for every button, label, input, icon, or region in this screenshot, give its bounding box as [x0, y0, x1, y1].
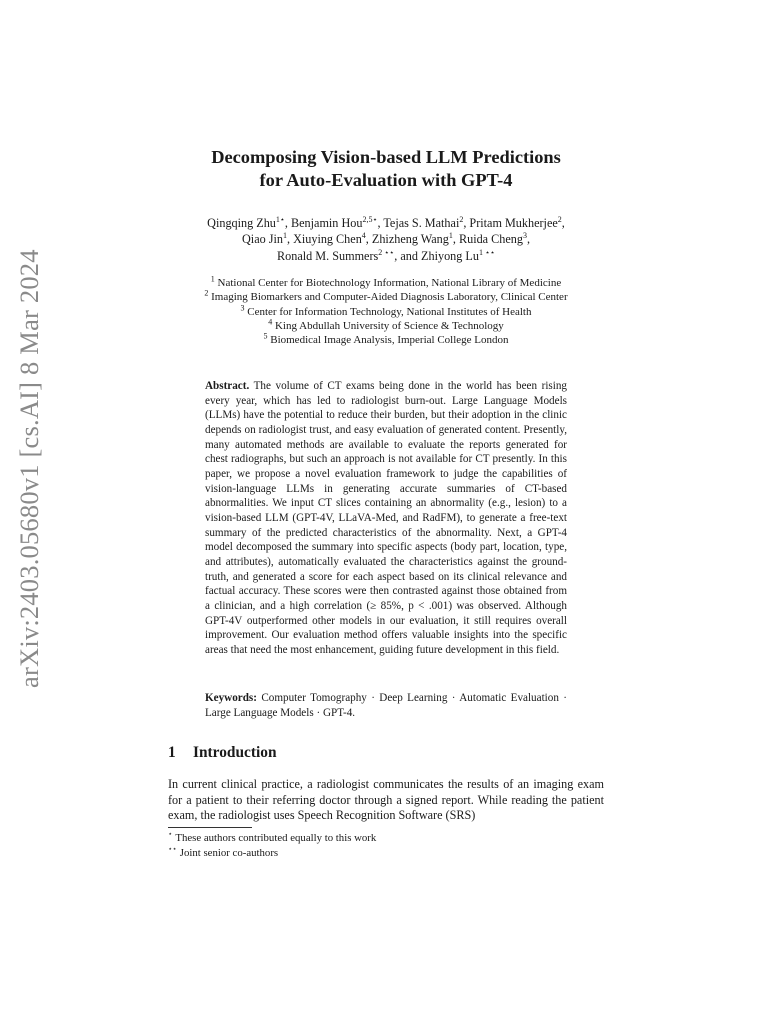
keywords-text: Computer Tomography · Deep Learning · Automatic Evaluation · Large Language Models · GPT-4.: [205, 692, 567, 719]
author-affiliation-mark: 1: [282, 231, 287, 241]
affiliation-mark: 5: [263, 331, 268, 341]
author-name: Ronald M. Summers: [277, 248, 379, 263]
author-name: Qiao Jin: [242, 232, 283, 247]
paper-title: [130, 146, 642, 192]
footnote-item: [168, 831, 604, 846]
footnote-list: [168, 831, 604, 860]
keywords-label: Keywords:: [205, 692, 257, 704]
affiliation-text: Biomedical Image Analysis, Imperial College London: [270, 334, 509, 347]
author-affiliation-mark: 2: [557, 214, 562, 224]
author-name: Ruida Cheng: [458, 232, 523, 247]
author-list: Qingqing Zhu$^{1⋆}$, Benjamin Hou$^{2,5⋆}$, Tejas S. Mathai$^2$, Pritam Mukherjee$^2$, Qiao Jin$^1$, Xiuying Chen$^4$, Zhizheng Wang$^1$, Ruida Cheng$^3$, Ronald M. Summers$^{2 ⋆⋆}$, and Zhiyong $Lu^{1 ⋆⋆}$: [207, 214, 565, 263]
introduction-paragraph: In current clinical practice, a radiologist communicates the results of an imaging exam for a patient to their referring doctor through a signed report. While reading the patient exam, the radiologist uses Speech Recognition Software (SRS): [168, 777, 604, 823]
affiliation-mark: 3: [240, 302, 245, 312]
author-affiliation-mark: 2: [459, 214, 464, 224]
footnote-text: Joint senior co-authors: [179, 846, 279, 859]
abstract-text: The volume of CT exams being done in the world has been rising every year, which has led to radiologist burn-out. Large Language Models (LLMs) have the potential to reduce their burden, but their adoption in the clinic depends on radiologist trust, and easy evaluation of generated content. Presently, many automated methods are available to evaluate the reports generated for chest radiographs, but such an approach is not available for CT presently. In this paper, we propose a novel evaluation framework to judge the capabilities of vision-language LLMs in generating accurate summaries of CT-based abnormalities. We input CT slices containing an abnormality (e.g., lesion) to a vision-based LLM (GPT-4V, LLaVA-Med, and RadFM), to generate a free-text summary of the predicted characteristics of the abnormality. Next, a GPT-4 model decomposed the summary into specific aspects (body part, location, type, and attributes), automatically evaluated the characteristics against the ground-truth, and generated a score for each aspect based on its clinical relevance and factual accuracy. These scores were then contrasted against those obtained from a clinician, and a high correlation (≥ 85%, p < .001) was observed. Although GPT-4V outperformed other models in our evaluation, it still requires overall improvement. Our evaluation method offers valuable insights into the specific areas that need the most enhancement, guiding future development in this field.: [205, 380, 567, 656]
keywords: [205, 691, 567, 720]
abstract-label: Abstract.: [205, 380, 250, 392]
section-title: Introduction: [193, 744, 277, 761]
affiliation-text: Center for Information Technology, National Institutes of Health: [247, 305, 532, 318]
author-name: Zhizheng Wang: [371, 232, 449, 247]
affiliation-item: [140, 302, 632, 319]
arxiv-identifier-stamp: arXiv:2403.05680v1 [cs.AI] 8 Mar 2024: [14, 249, 44, 688]
title-line-1: Decomposing Vision-based LLM Predictions: [211, 147, 561, 167]
author-affiliation-mark: 3: [522, 231, 527, 241]
author-affiliation-mark: 2 ⋆⋆: [378, 247, 395, 257]
title-line-2: for Auto-Evaluation with GPT-4: [259, 170, 513, 190]
author-affiliation-mark: 1 ⋆⋆: [478, 247, 495, 257]
footnote-mark: ⋆⋆: [168, 844, 177, 853]
affiliation-text: King Abdullah University of Science & Technology: [274, 319, 504, 332]
footnote-text: These authors contributed equally to this work: [175, 832, 377, 844]
footnote-divider: [168, 827, 252, 828]
author-affiliation-mark: 4: [361, 231, 366, 241]
affiliation-item: [140, 319, 632, 333]
section-heading: [168, 744, 277, 762]
affiliation-list: [140, 276, 632, 347]
affiliation-mark: 2: [204, 288, 209, 298]
author-affiliation-mark: 1⋆: [275, 214, 285, 224]
author-affiliation-mark: 1: [448, 231, 453, 241]
author-name: Pritam Mukherjee: [469, 216, 558, 230]
affiliation-mark: 4: [268, 317, 273, 327]
author-name: Xiuying Chen: [293, 232, 362, 247]
author-name: Qingqing Zhu: [207, 216, 276, 230]
section-number: 1: [168, 744, 176, 761]
affiliation-item: [140, 290, 632, 304]
affiliation-item: [140, 333, 632, 347]
affiliation-item: [140, 276, 632, 290]
author-affiliation-mark: 2,5⋆: [362, 214, 378, 224]
footnote-item: [168, 846, 604, 861]
author-name: Benjamin Hou: [291, 216, 363, 230]
affiliation-text: Imaging Biomarkers and Computer-Aided Diagnosis Laboratory, Clinical Center: [211, 291, 568, 304]
footnote-mark: ⋆: [168, 830, 173, 839]
author-name: Zhiyong Lu: [421, 248, 479, 263]
affiliation-mark: 1: [210, 274, 215, 284]
affiliation-text: National Center for Biotechnology Information, National Library of Medicine: [217, 277, 562, 289]
abstract: [205, 379, 567, 657]
author-name: Tejas S. Mathai: [383, 216, 460, 230]
